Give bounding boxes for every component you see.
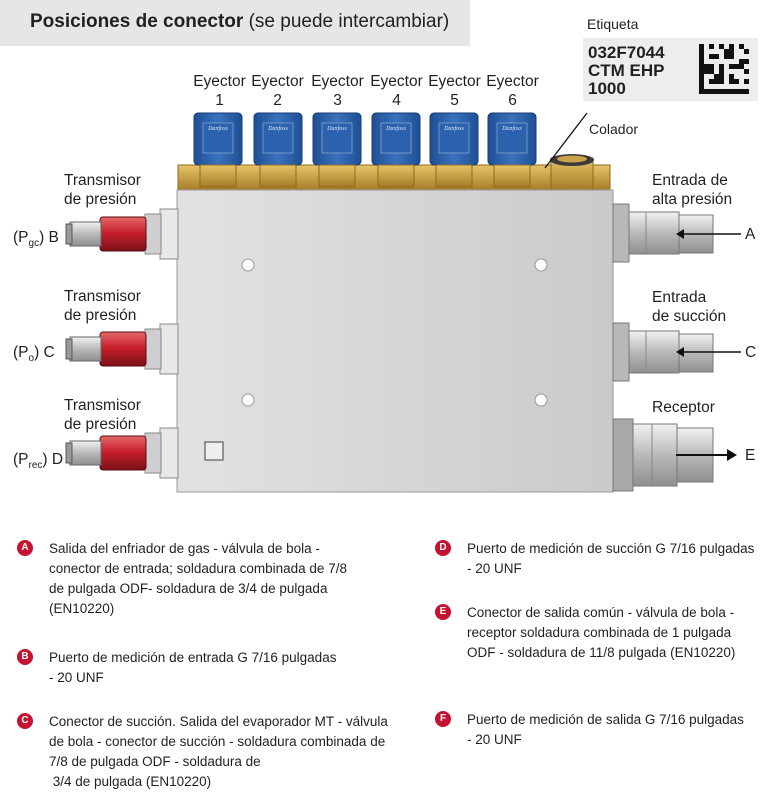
strainer-label: Colador — [589, 121, 639, 137]
pressure-transmitter-c — [66, 324, 178, 374]
port-label-d: $(P_{rec})$ D — [13, 451, 64, 471]
badge-b-icon: B — [17, 649, 33, 665]
letter-a: A — [745, 226, 756, 243]
port-label-suction: Entrada de succión — [652, 289, 727, 325]
page-title: Posiciones de conector (se puede intercambiar) — [30, 11, 450, 32]
ejector-label-5: Eyector 5 — [428, 73, 481, 109]
pressure-transmitter-d — [66, 428, 178, 478]
mounting-hole — [242, 259, 254, 271]
ejector-coil-4 — [372, 113, 420, 187]
ejector-label-2: Eyector 2 — [251, 73, 304, 109]
mounting-hole — [535, 394, 547, 406]
connector-a — [613, 204, 713, 262]
ejector-coil-2 — [254, 113, 302, 187]
ejector-label-1: Eyector 1 — [193, 73, 246, 109]
label-tag-code: 032F7044 CTM EHP 1000 — [588, 43, 665, 98]
badge-a-icon: A — [17, 540, 33, 556]
port-label-c: $(P_o)$ C — [13, 344, 55, 364]
svg-text:Danfoss: Danfoss — [502, 126, 522, 132]
transmitter-label-b: Transmisor de presión — [64, 172, 141, 208]
small-square-plug — [205, 442, 223, 460]
badge-c-icon: C — [17, 713, 33, 729]
badge-f-icon: F — [435, 711, 451, 727]
port-label-b: $(P_{gc})$ B — [13, 229, 59, 249]
svg-text:Danfoss: Danfoss — [208, 126, 228, 132]
ejector-coil-6 — [488, 113, 536, 187]
letter-c: C — [745, 344, 757, 361]
ejector-coil-3 — [313, 113, 361, 187]
label-tag-title: Etiqueta — [587, 16, 639, 32]
strainer — [550, 154, 594, 190]
port-label-high-pressure: Entrada de alta presión — [652, 172, 733, 208]
mounting-hole — [535, 259, 547, 271]
letter-e: E — [745, 447, 756, 464]
port-label-receiver: Receptor — [652, 399, 715, 416]
svg-text:Danfoss: Danfoss — [386, 126, 406, 132]
svg-text:Danfoss: Danfoss — [268, 126, 288, 132]
badge-d-icon: D — [435, 540, 451, 556]
mounting-hole — [242, 394, 254, 406]
ejector-label-6: Eyector 6 — [486, 73, 539, 109]
ejector-label-3: Eyector 3 — [311, 73, 364, 109]
ejector-coil-5 — [430, 113, 478, 187]
badge-e-icon: E — [435, 604, 451, 620]
transmitter-label-c: Transmisor de presión — [64, 288, 141, 324]
ejector-coil-1 — [194, 113, 242, 187]
ejector-label-4: Eyector 4 — [370, 73, 423, 109]
pressure-transmitter-b — [66, 209, 178, 259]
svg-text:Danfoss: Danfoss — [444, 126, 464, 132]
manifold-body — [177, 190, 613, 492]
transmitter-label-d: Transmisor de presión — [64, 397, 141, 433]
svg-text:Danfoss: Danfoss — [327, 126, 347, 132]
